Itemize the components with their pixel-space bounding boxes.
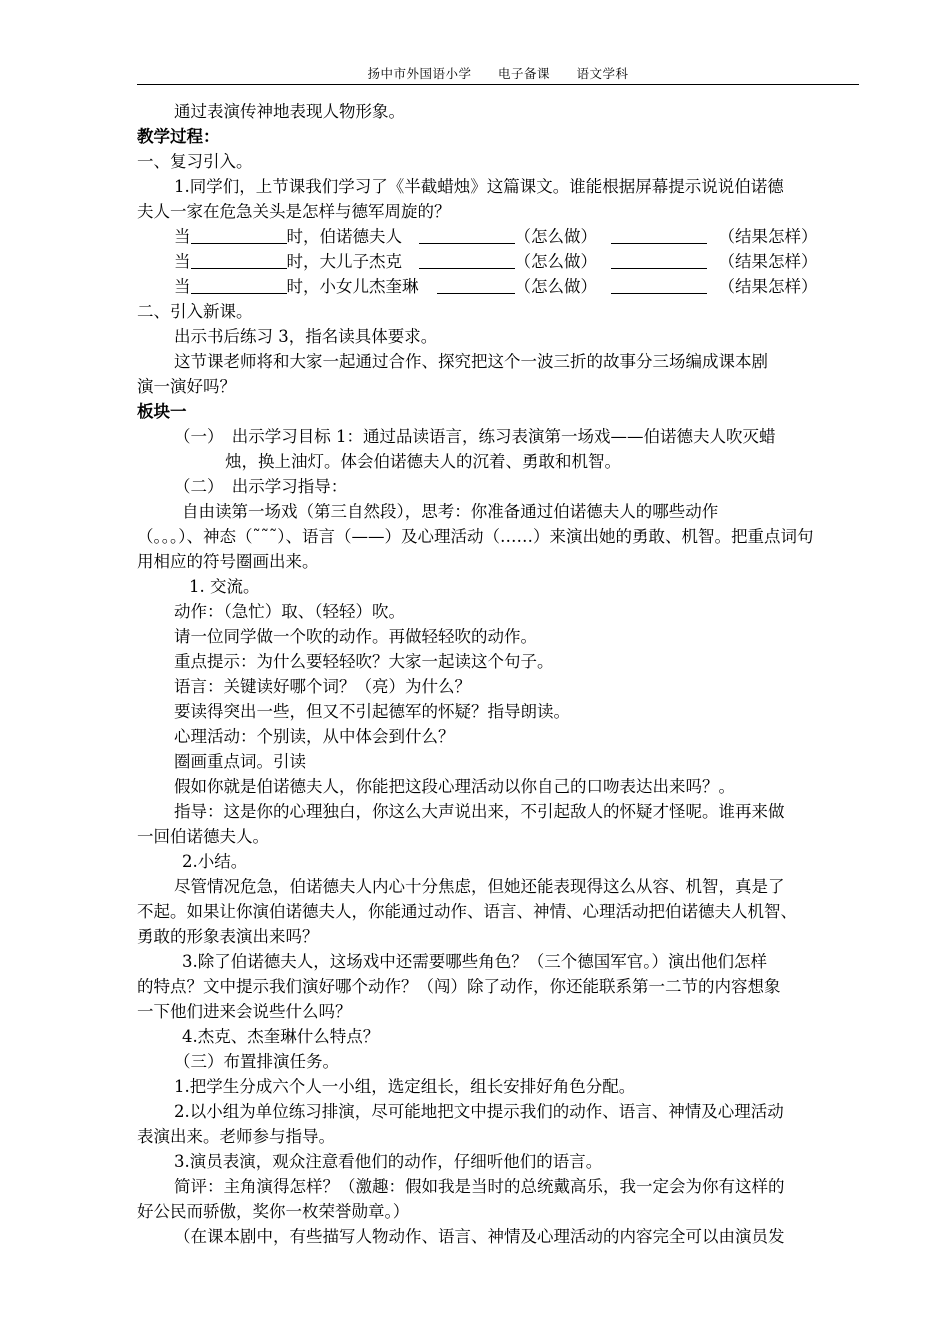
fill-result: （结果怎样） — [718, 277, 818, 296]
text-line: 出示书后练习 3，指名读具体要求。 — [174, 327, 438, 346]
text-line: 通过表演传神地表现人物形象。 — [174, 102, 405, 121]
text-line: 1. 交流。 — [189, 577, 260, 596]
blank-line — [419, 250, 515, 269]
blank-line — [191, 250, 287, 269]
text-line: 一回伯诺德夫人。 — [137, 827, 269, 846]
text-line: （三）布置排演任务。 — [174, 1052, 339, 1071]
text-line: 用相应的符号圈画出来。 — [137, 552, 319, 571]
section-heading: 二、引入新课。 — [137, 302, 253, 321]
blank-line — [437, 275, 515, 294]
text-line: （。。。）、神态（˜˜˜）、语言（——）及心理活动（……）来演出她的勇敢、机智。把重点词句 — [137, 527, 814, 546]
header-subject: 语文学科 — [576, 66, 629, 81]
fill-how: （怎么做） — [514, 227, 597, 246]
text-line: 3.演员表演，观众注意看他们的动作，仔细听他们的语言。 — [174, 1152, 603, 1171]
fill-result: （结果怎样） — [718, 252, 818, 271]
text-line: 指导：这是你的心理独白，你这么大声说出来，不引起敌人的怀疑才怪呢。谁再来做 — [174, 802, 785, 821]
text-line: 不起。如果让你演伯诺德夫人，你能通过动作、语言、神情、心理活动把伯诺德夫人机智、 — [137, 902, 797, 921]
header-type: 电子备课 — [497, 66, 550, 81]
text-line: 1.同学们，上节课我们学习了《半截蜡烛》这篇课文。谁能根据屏幕提示说说伯诺德 — [174, 177, 784, 196]
text-line: 3.除了伯诺德夫人，这场戏中还需要哪些角色？（三个德国军官。）演出他们怎样 — [182, 952, 767, 971]
text-line: 请一位同学做一个吹的动作。再做轻轻吹的动作。 — [174, 627, 537, 646]
text-line: 烛，换上油灯。体会伯诺德夫人的沉着、勇敢和机智。 — [225, 452, 621, 471]
text-line: 简评：主角演得怎样？（激趣：假如我是当时的总统戴高乐，我一定会为你有这样的 — [174, 1177, 785, 1196]
section-heading: 板块一 — [137, 402, 187, 421]
text-line: 夫人一家在危急关头是怎样与德军周旋的？ — [137, 202, 451, 221]
text-line: 要读得突出一些，但又不引起德军的怀疑？指导朗读。 — [174, 702, 570, 721]
fill-when: 当 — [174, 252, 191, 271]
section-heading: 一、复习引入。 — [137, 152, 253, 171]
fill-when: 当 — [174, 277, 191, 296]
text-line: 圈画重点词。引读 — [174, 752, 306, 771]
text-line: 假如你就是伯诺德夫人，你能把这段心理活动以你自己的口吻表达出来吗？。 — [174, 777, 735, 796]
blank-line — [611, 250, 707, 269]
text-line: 这节课老师将和大家一起通过合作、探究把这个一波三折的故事分三场编成课本剧 — [174, 352, 768, 371]
section-heading: 教学过程： — [137, 127, 220, 146]
text-line: 心理活动：个别读，从中体会到什么？ — [174, 727, 455, 746]
text-line: 的特点？文中提示我们演好哪个动作？（闯）除了动作，你还能联系第一二节的内容想象 — [137, 977, 781, 996]
blank-line — [191, 275, 287, 294]
fill-result: （结果怎样） — [718, 227, 818, 246]
blank-line — [419, 225, 515, 244]
text-line: 2.小结。 — [182, 852, 248, 871]
text-line: 语言：关键读好哪个词？（亮）为什么？ — [174, 677, 471, 696]
text-line: 4.杰克、杰奎琳什么特点？ — [182, 1027, 380, 1046]
fill-subject: 时，小女儿杰奎琳 — [286, 277, 419, 296]
text-line: 表演出来。老师参与指导。 — [137, 1127, 335, 1146]
text-line: （一） 出示学习目标 1：通过品读语言，练习表演第一场戏——伯诺德夫人吹灭蜡 — [174, 427, 776, 446]
text-line: 重点提示：为什么要轻轻吹？大家一起读这个句子。 — [174, 652, 554, 671]
text-line: 2.以小组为单位练习排演，尽可能地把文中提示我们的动作、语言、神情及心理活动 — [174, 1102, 784, 1121]
fill-subject: 时，大儿子杰克 — [286, 252, 402, 271]
page-header — [137, 64, 859, 85]
blank-line — [191, 225, 287, 244]
fill-subject: 时，伯诺德夫人 — [286, 227, 402, 246]
text-line: （二） 出示学习指导： — [174, 477, 348, 496]
text-line: 演一演好吗？ — [137, 377, 236, 396]
fill-blank-row — [137, 274, 865, 299]
document-body — [137, 99, 865, 1249]
fill-blank-row — [137, 224, 865, 249]
text-line: 自由读第一场戏（第三自然段），思考：你准备通过伯诺德夫人的哪些动作 — [182, 502, 719, 521]
fill-when: 当 — [174, 227, 191, 246]
fill-how: （怎么做） — [514, 277, 597, 296]
text-line: 勇敢的形象表演出来吗？ — [137, 927, 319, 946]
header-school: 扬中市外国语小学 — [367, 66, 472, 81]
text-line: 一下他们进来会说些什么吗？ — [137, 1002, 352, 1021]
blank-line — [611, 275, 707, 294]
text-line: 动作：（急忙）取、（轻轻）吹。 — [174, 602, 405, 621]
text-line: 好公民而骄傲，奖你一枚荣誉勋章。） — [137, 1202, 410, 1221]
text-line: 尽管情况危急，伯诺德夫人内心十分焦虑，但她还能表现得这么从容、机智，真是了 — [174, 877, 785, 896]
fill-how: （怎么做） — [514, 252, 597, 271]
blank-line — [611, 225, 707, 244]
fill-blank-row — [137, 249, 865, 274]
text-line: （在课本剧中，有些描写人物动作、语言、神情及心理活动的内容完全可以由演员发 — [174, 1227, 785, 1246]
text-line: 1.把学生分成六个人一小组，选定组长，组长安排好角色分配。 — [174, 1077, 636, 1096]
